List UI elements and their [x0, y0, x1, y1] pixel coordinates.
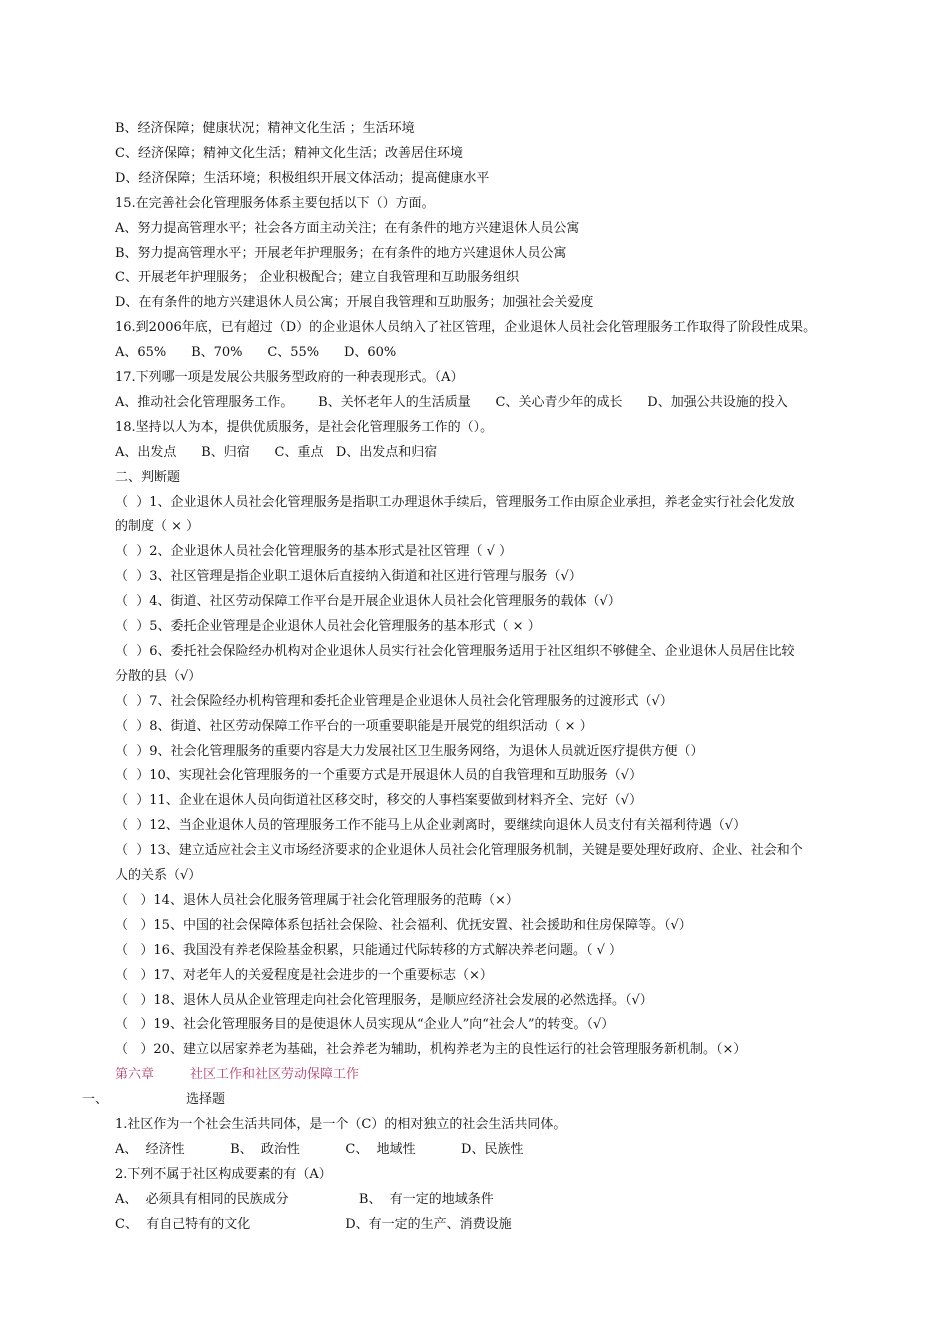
text-line: A、 必须具有相同的民族成分 B、 有一定的地域条件 — [115, 1191, 494, 1207]
text-line: D、在有条件的地方兴建退休人员公寓；开展自我管理和互助服务；加强社会关爱度 — [115, 295, 594, 311]
text-line: 的制度（ × ） — [115, 519, 200, 535]
text-line: （ ）7、社会保险经办机构管理和委托企业管理是企业退休人员社会化管理服务的过渡形式（√） — [115, 693, 673, 709]
text-line: A、65% B、70% C、55% D、60% — [115, 345, 397, 361]
text-line: （ ）9、社会化管理服务的重要内容是大力发展社区卫生服务网络，为退休人员就近医疗提供方便（） — [115, 743, 704, 759]
text-line: A、 经济性 B、 政治性 C、 地域性 D、民族性 — [115, 1141, 524, 1157]
text-line: A、推动社会化管理服务工作。 B、关怀老年人的生活质量 C、关心青少年的成长 D、加强公共设施的投入 — [115, 394, 788, 410]
chapter-number: 第六章 — [115, 1067, 155, 1083]
text-line: A、出发点 B、归宿 C、重点 D、出发点和归宿 — [115, 444, 438, 460]
text-line: （ ）16、我国没有养老保险基金积累，只能通过代际转移的方式解决养老问题。（ √ ） — [115, 942, 622, 958]
section-title: 选择题 — [186, 1092, 226, 1108]
text-line: （ ）13、建立适应社会主义市场经济要求的企业退休人员社会化管理服务机制，关键是要处理好政府、企业、社会和个 — [115, 843, 803, 859]
text-line: （ ）12、当企业退休人员的管理服务工作不能马上从企业剥离时，要继续向退休人员支付有关福利待遇（√） — [115, 818, 747, 834]
text-line: B、努力提高管理水平；开展老年护理服务；在有条件的地方兴建退休人员公寓 — [115, 245, 567, 261]
text-line: （ ）6、委托社会保险经办机构对企业退休人员实行社会化管理服务适用于社区组织不够健全、企业退休人员居住比较 — [115, 643, 795, 659]
text-line: A、努力提高管理水平；社会各方面主动关注；在有条件的地方兴建退休人员公寓 — [115, 220, 580, 236]
text-line: 18.坚持以人为本，提供优质服务，是社会化管理服务工作的（）。 — [115, 419, 494, 435]
text-line: （ ）19、社会化管理服务目的是使退休人员实现从“企业人”向“社会人”的转变。（√） — [115, 1017, 615, 1033]
text-line: （ ）17、对老年人的关爱程度是社会进步的一个重要标志（×） — [115, 967, 493, 983]
text-line: （ ）3、社区管理是指企业职工退休后直接纳入街道和社区进行管理与服务（√） — [115, 569, 582, 585]
text-line: 人的关系（√） — [115, 868, 202, 883]
text-line: C、经济保障；精神文化生活；精神文化生活；改善居住环境 — [115, 145, 463, 161]
text-line: （ ）10、实现社会化管理服务的一个重要方式是开展退休人员的自我管理和互助服务（√） — [115, 768, 643, 784]
section-number: 一、 — [82, 1092, 109, 1108]
text-line: （ ）11、企业在退休人员向街道社区移交时，移交的人事档案要做到材料齐全、完好（√） — [115, 793, 643, 809]
chapter-title: 社区工作和社区劳动保障工作 — [190, 1067, 360, 1083]
text-line: D、经济保障；生活环境；积极组织开展文体活动；提高健康水平 — [115, 170, 490, 186]
text-line: 分散的县（√） — [115, 668, 202, 684]
text-line: C、 有自己特有的文化 D、有一定的生产、消费设施 — [115, 1216, 512, 1232]
text-line: （ ）20、建立以居家养老为基础，社会养老为辅助，机构养老为主的良性运行的社会管理服务新机制。（×） — [115, 1042, 747, 1058]
text-line: （ ）4、街道、社区劳动保障工作平台是开展企业退休人员社会化管理服务的载体（√） — [115, 594, 621, 610]
text-line: （ ）1、企业退休人员社会化管理服务是指职工办理退休手续后，管理服务工作由原企业承担，养老金实行社会化发放 — [115, 494, 795, 510]
text-line: （ ）2、企业退休人员社会化管理服务的基本形式是社区管理（ √ ） — [115, 544, 513, 560]
text-line: 17.下列哪一项是发展公共服务型政府的一种表现形式。（A） — [115, 370, 464, 385]
text-line: （ ）5、委托企业管理是企业退休人员社会化管理服务的基本形式（ × ） — [115, 619, 541, 634]
text-line: （ ）8、街道、社区劳动保障工作平台的一项重要职能是开展党的组织活动（ × ） — [115, 718, 593, 734]
text-line: 1.社区作为一个社会生活共同体，是一个（C）的相对独立的社会生活共同体。 — [115, 1117, 567, 1132]
text-line: C、开展老年护理服务； 企业积极配合；建立自我管理和互助服务组织 — [115, 270, 520, 286]
text-line: 15.在完善社会化管理服务体系主要包括以下（）方面。 — [115, 195, 435, 211]
text-line: 2.下列不属于社区构成要素的有（A） — [115, 1166, 332, 1182]
text-line: 16.到2006年底，已有超过（D）的企业退休人员纳入了社区管理，企业退休人员社会化管理服务工作取得了阶段性成果。 — [115, 320, 817, 336]
text-line: 二、判断题 — [115, 469, 181, 485]
text-line: （ ）15、中国的社会保障体系包括社会保险、社会福利、优抚安置、社会援助和住房保障等。（√） — [115, 917, 692, 933]
text-line: B、经济保障；健康状况；精神文化生活 ；生活环境 — [115, 121, 415, 136]
text-line: （ ）18、退休人员从企业管理走向社会化管理服务，是顺应经济社会发展的必然选择。（√） — [115, 992, 653, 1008]
text-line: （ ）14、退休人员社会化服务管理属于社会化管理服务的范畴（×） — [115, 892, 519, 908]
